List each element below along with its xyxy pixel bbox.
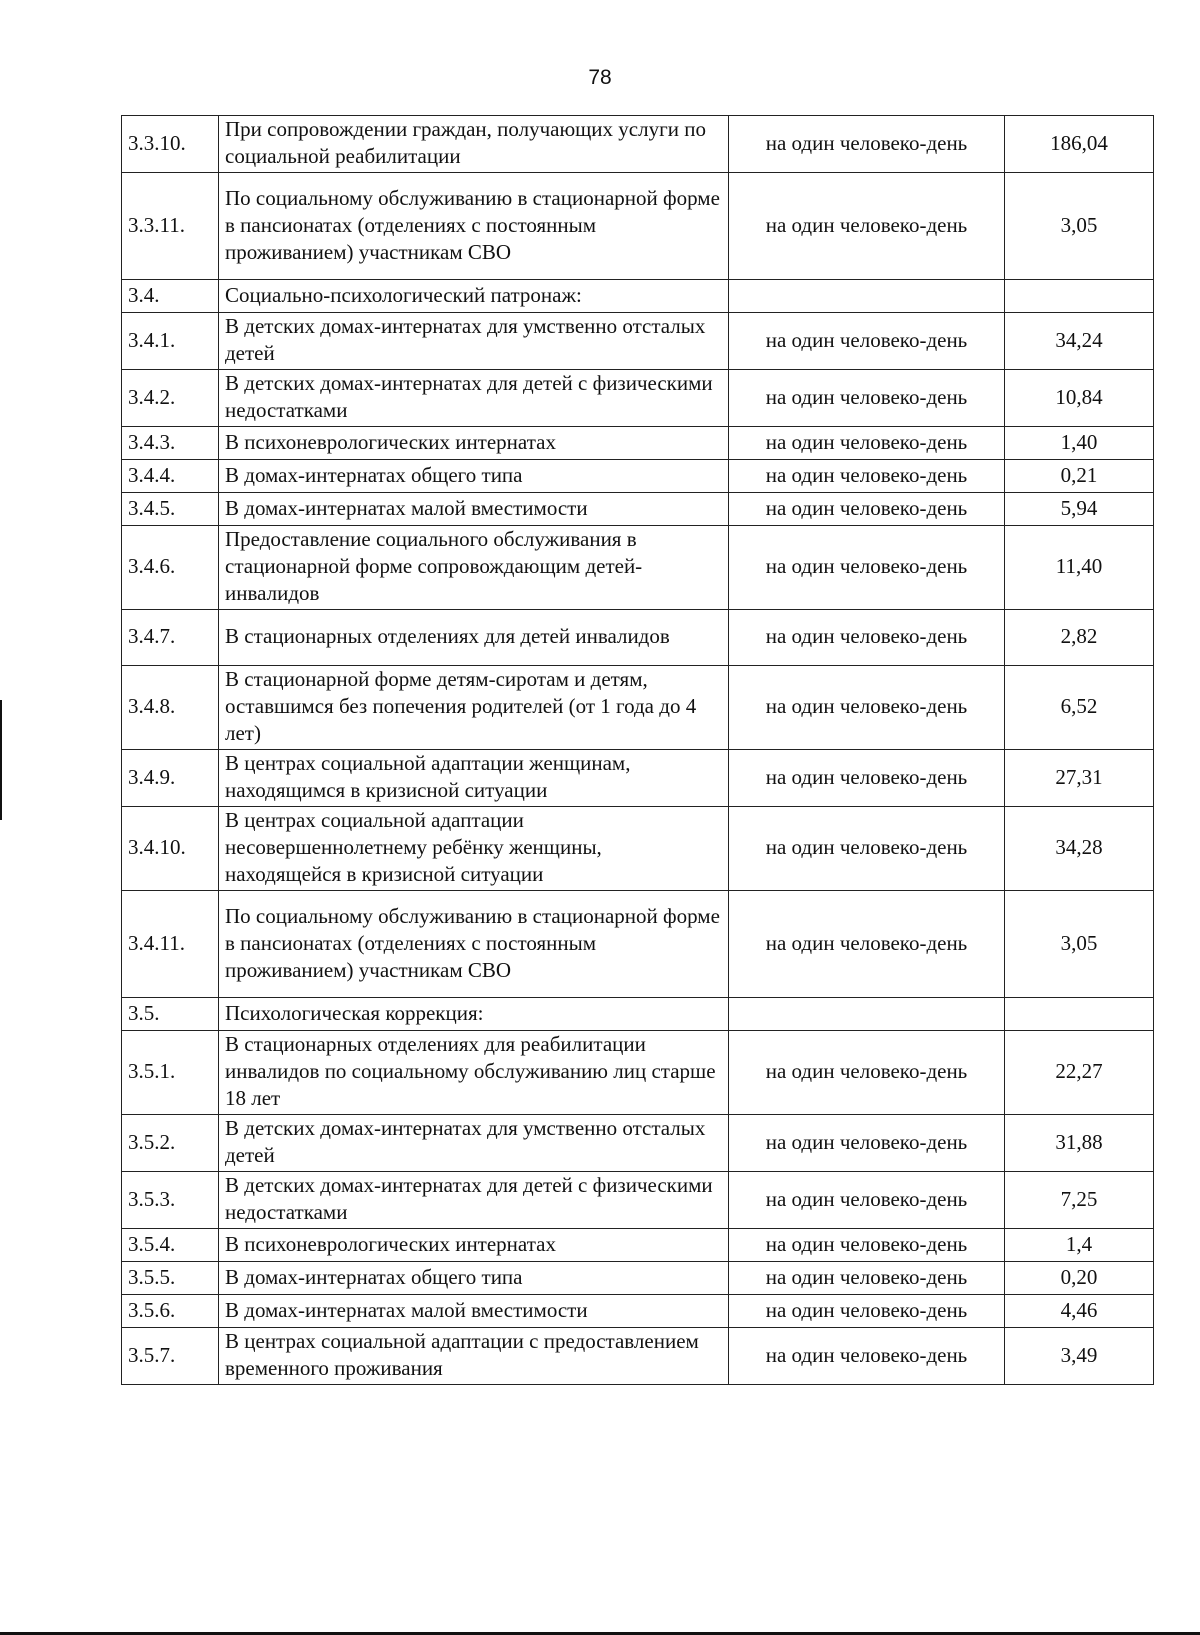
- table-row: [122, 427, 1154, 460]
- row-unit: на один человеко-день: [729, 807, 1005, 891]
- table-row: [122, 610, 1154, 666]
- row-description: В психоневрологических интернатах: [219, 1229, 729, 1262]
- row-number: 3.3.11.: [122, 173, 219, 280]
- row-unit: на один человеко-день: [729, 116, 1005, 173]
- row-number: 3.5.: [122, 998, 219, 1031]
- table-row: [122, 1115, 1154, 1172]
- row-number: 3.4.10.: [122, 807, 219, 891]
- table-row: [122, 116, 1154, 173]
- row-value: 0,21: [1005, 460, 1154, 493]
- row-description: Психологическая коррекция:: [219, 998, 729, 1031]
- row-value: 4,46: [1005, 1295, 1154, 1328]
- row-unit: [729, 280, 1005, 313]
- row-number: 3.4.11.: [122, 891, 219, 998]
- row-unit: на один человеко-день: [729, 1115, 1005, 1172]
- row-number: 3.4.7.: [122, 610, 219, 666]
- row-description: По социальному обслуживанию в стационарной форме в пансионатах (отделениях с постоянным проживанием) участникам СВО: [219, 173, 729, 280]
- row-description: В домах-интернатах малой вместимости: [219, 1295, 729, 1328]
- row-number: 3.4.3.: [122, 427, 219, 460]
- row-description: В детских домах-интернатах для детей с физическими недостатками: [219, 1172, 729, 1229]
- row-number: 3.4.: [122, 280, 219, 313]
- table-row: [122, 1328, 1154, 1385]
- row-number: 3.5.3.: [122, 1172, 219, 1229]
- table-row: [122, 370, 1154, 427]
- row-description: В домах-интернатах общего типа: [219, 1262, 729, 1295]
- row-number: 3.4.8.: [122, 666, 219, 750]
- row-value: 10,84: [1005, 370, 1154, 427]
- table-row: [122, 1262, 1154, 1295]
- row-description: По социальному обслуживанию в стационарной форме в пансионатах (отделениях с постоянным проживанием) участникам СВО: [219, 891, 729, 998]
- row-description: В центрах социальной адаптации женщинам, находящимся в кризисной ситуации: [219, 750, 729, 807]
- row-unit: на один человеко-день: [729, 1031, 1005, 1115]
- row-unit: на один человеко-день: [729, 313, 1005, 370]
- table-row: [122, 807, 1154, 891]
- page-number: 78: [588, 66, 612, 89]
- scan-edge-left: [0, 700, 2, 820]
- row-value: [1005, 280, 1154, 313]
- row-value: 1,40: [1005, 427, 1154, 460]
- table-row: [122, 1229, 1154, 1262]
- row-unit: на один человеко-день: [729, 750, 1005, 807]
- row-value: 3,05: [1005, 891, 1154, 998]
- row-unit: [729, 998, 1005, 1031]
- row-description: В центрах социальной адаптации с предоставлением временного проживания: [219, 1328, 729, 1385]
- row-unit: на один человеко-день: [729, 173, 1005, 280]
- row-description: В центрах социальной адаптации несовершеннолетнему ребёнку женщины, находящейся в кризисной ситуации: [219, 807, 729, 891]
- table-row: [122, 891, 1154, 998]
- row-value: 31,88: [1005, 1115, 1154, 1172]
- row-number: 3.5.6.: [122, 1295, 219, 1328]
- row-description: В домах-интернатах общего типа: [219, 460, 729, 493]
- row-number: 3.5.7.: [122, 1328, 219, 1385]
- row-value: 3,05: [1005, 173, 1154, 280]
- row-value: 186,04: [1005, 116, 1154, 173]
- row-unit: на один человеко-день: [729, 460, 1005, 493]
- row-unit: на один человеко-день: [729, 1328, 1005, 1385]
- row-value: 34,28: [1005, 807, 1154, 891]
- row-unit: на один человеко-день: [729, 1262, 1005, 1295]
- row-unit: на один человеко-день: [729, 370, 1005, 427]
- row-value: 5,94: [1005, 493, 1154, 526]
- row-unit: на один человеко-день: [729, 493, 1005, 526]
- row-number: 3.5.5.: [122, 1262, 219, 1295]
- row-description: В психоневрологических интернатах: [219, 427, 729, 460]
- row-description: В детских домах-интернатах для детей с физическими недостатками: [219, 370, 729, 427]
- row-value: 0,20: [1005, 1262, 1154, 1295]
- row-unit: на один человеко-день: [729, 610, 1005, 666]
- row-value: 2,82: [1005, 610, 1154, 666]
- row-description: В детских домах-интернатах для умственно отсталых детей: [219, 313, 729, 370]
- row-value: 1,4: [1005, 1229, 1154, 1262]
- row-description: Предоставление социального обслуживания в стационарной форме сопровождающим детей-инвалидов: [219, 526, 729, 610]
- table-row: [122, 1172, 1154, 1229]
- table-row: [122, 526, 1154, 610]
- row-unit: на один человеко-день: [729, 1172, 1005, 1229]
- table-row: [122, 460, 1154, 493]
- row-value: 34,24: [1005, 313, 1154, 370]
- table-row: [122, 313, 1154, 370]
- row-unit: на один человеко-день: [729, 891, 1005, 998]
- table-row: [122, 1295, 1154, 1328]
- row-value: 6,52: [1005, 666, 1154, 750]
- table-row: [122, 998, 1154, 1031]
- row-description: При сопровождении граждан, получающих услуги по социальной реабилитации: [219, 116, 729, 173]
- table-row: [122, 280, 1154, 313]
- tariff-table-body: [122, 116, 1154, 1385]
- row-number: 3.4.5.: [122, 493, 219, 526]
- table-row: [122, 493, 1154, 526]
- row-description: Социально-психологический патронаж:: [219, 280, 729, 313]
- table-row: [122, 173, 1154, 280]
- row-value: 7,25: [1005, 1172, 1154, 1229]
- row-number: 3.4.9.: [122, 750, 219, 807]
- row-number: 3.4.6.: [122, 526, 219, 610]
- table-row: [122, 666, 1154, 750]
- row-unit: на один человеко-день: [729, 526, 1005, 610]
- row-value: 27,31: [1005, 750, 1154, 807]
- row-number: 3.5.4.: [122, 1229, 219, 1262]
- table-row: [122, 750, 1154, 807]
- row-unit: на один человеко-день: [729, 1295, 1005, 1328]
- row-value: 11,40: [1005, 526, 1154, 610]
- row-description: В детских домах-интернатах для умственно отсталых детей: [219, 1115, 729, 1172]
- row-number: 3.4.1.: [122, 313, 219, 370]
- row-description: В стационарных отделениях для детей инвалидов: [219, 610, 729, 666]
- row-unit: на один человеко-день: [729, 1229, 1005, 1262]
- row-value: 22,27: [1005, 1031, 1154, 1115]
- row-number: 3.4.2.: [122, 370, 219, 427]
- row-unit: на один человеко-день: [729, 666, 1005, 750]
- row-value: [1005, 998, 1154, 1031]
- row-number: 3.5.2.: [122, 1115, 219, 1172]
- row-unit: на один человеко-день: [729, 427, 1005, 460]
- row-description: В стационарных отделениях для реабилитации инвалидов по социальному обслуживанию лиц старше 18 лет: [219, 1031, 729, 1115]
- row-description: В домах-интернатах малой вместимости: [219, 493, 729, 526]
- table-row: [122, 1031, 1154, 1115]
- row-number: 3.4.4.: [122, 460, 219, 493]
- row-description: В стационарной форме детям-сиротам и детям, оставшимся без попечения родителей (от 1 года до 4 лет): [219, 666, 729, 750]
- row-value: 3,49: [1005, 1328, 1154, 1385]
- tariff-table: [121, 115, 1154, 1385]
- row-number: 3.5.1.: [122, 1031, 219, 1115]
- row-number: 3.3.10.: [122, 116, 219, 173]
